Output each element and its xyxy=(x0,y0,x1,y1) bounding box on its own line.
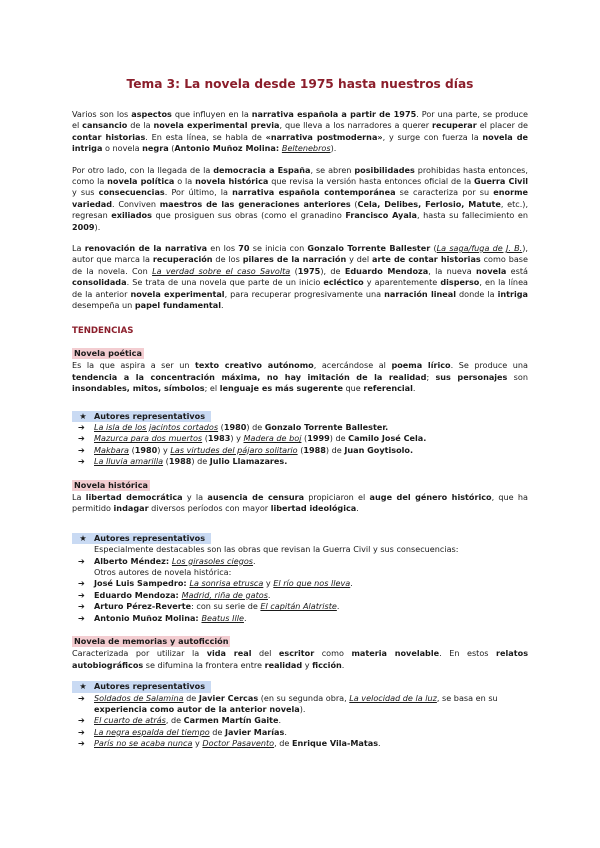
emphasis: 1975 xyxy=(297,265,321,276)
authors-label: Autores representativos xyxy=(94,410,206,421)
emphasis: novela xyxy=(476,265,507,276)
emphasis: Guerra Civil xyxy=(474,176,529,187)
emphasis: Gonzalo Torrente Ballester xyxy=(307,243,431,254)
authors-banner-poetica xyxy=(72,411,211,422)
emphasis: libertad democrática xyxy=(85,491,183,502)
historica-note-guerra-civil: Especialmente destacables son las obras que revisan la Guerra Civil y sus consecuencias: xyxy=(94,544,459,555)
arrow-icon: ➔ xyxy=(78,578,85,589)
work-title: El capitán Alatriste xyxy=(260,601,337,612)
emphasis: recuperar xyxy=(431,120,477,131)
emphasis: ecléctico xyxy=(323,277,364,288)
work-title: Beatus Ille xyxy=(201,612,244,623)
emphasis: experiencia como autor de la anterior novela xyxy=(94,704,300,715)
emphasis: realidad xyxy=(264,659,303,670)
arrow-icon: ➔ xyxy=(78,433,85,444)
arrow-icon: ➔ xyxy=(78,444,85,455)
emphasis: poema lírico xyxy=(391,360,451,371)
emphasis: posibilidades xyxy=(354,164,415,175)
work-title: Mazurca para dos muertos xyxy=(94,433,203,444)
work-title: La lluvia amarilla xyxy=(94,456,164,467)
list-item: ➔ Antonio Muñoz Molina: Beatus Ille. xyxy=(78,612,247,623)
emphasis: cansancio xyxy=(82,120,128,131)
emphasis: Julio Llamazares. xyxy=(209,456,288,467)
emphasis: escritor xyxy=(278,648,315,659)
historica-note-otros: Otros autores de novela histórica: xyxy=(94,567,232,577)
emphasis: renovación de la narrativa xyxy=(84,243,208,254)
arrow-icon: ➔ xyxy=(78,726,85,737)
authors-label: Autores representativos xyxy=(94,681,206,692)
arrow-icon: ➔ xyxy=(78,692,85,703)
emphasis: papel fundamental xyxy=(134,300,222,311)
emphasis: consolidada xyxy=(72,277,127,288)
emphasis: materia novelable xyxy=(351,648,440,659)
arrow-icon: ➔ xyxy=(78,456,85,467)
work-title: Los girasoles ciegos xyxy=(171,555,254,566)
authors-banner-memorias xyxy=(72,681,211,692)
list-item: ➔ Arturo Pérez-Reverte: con su serie de El capitán Alatriste. xyxy=(78,601,340,612)
arrow-icon: ➔ xyxy=(78,601,85,612)
work-title: Beltenebros xyxy=(281,143,331,154)
emphasis: 70 xyxy=(238,243,250,254)
emphasis: consecuencias xyxy=(98,187,165,198)
emphasis: narrativa española a partir de 1975 xyxy=(251,109,417,119)
historica-description: La libertad democrática y la ausencia de censura propiciaron el auge del género histórico, que ha permitido indagar diversos períodos con mayor libertad ideológica. xyxy=(72,491,529,514)
emphasis: relatos autobiográficos xyxy=(72,648,529,670)
subheading-novela-poetica: Novela poética xyxy=(74,347,142,358)
emphasis: tendencia a la concentración máxima, no hay imitación de la realidad xyxy=(72,371,427,382)
emphasis: texto creativo autónomo xyxy=(195,360,314,371)
intro-paragraph-3: La renovación de la narrativa en los 70 se inicia con Gonzalo Torrente Ballester (La saga/fuga de J. B.), autor que marca la recuperación de los pilares de la narración y del arte de contar historias como base de la novela. Con La verdad sobre el caso Savolta (1975), de Eduardo Mendoza, la nueva novela está consolidada. Se trata de una novela que parte de un inicio ecléctico y aparentemente disperso, en la línea de la anterior novela experimental, para recuperar progresivamente una narración lineal donde la intriga desempeña un papel fundamental. xyxy=(72,243,529,311)
emphasis: disperso xyxy=(440,277,480,288)
emphasis: Antonio Muñoz Molina: xyxy=(174,143,282,154)
emphasis: 1980 xyxy=(134,444,158,455)
emphasis: contar historias xyxy=(72,131,146,142)
emphasis: Francisco Ayala xyxy=(345,210,418,221)
emphasis: recuperación xyxy=(152,254,213,265)
star-icon: ★ xyxy=(79,681,87,692)
list-item: ➔ Mazurca para dos muertos (1983) y Madera de boj (1999) de Camilo José Cela. xyxy=(78,433,427,444)
emphasis: Eduardo Mendoza: xyxy=(94,589,182,600)
emphasis: indagar xyxy=(113,503,149,514)
arrow-icon: ➔ xyxy=(78,738,85,749)
work-title: Makbara xyxy=(94,444,130,455)
emphasis: Arturo Pérez-Reverte xyxy=(94,601,192,612)
subheading-novela-memorias: Novela de memorias y autoficción xyxy=(74,636,229,647)
arrow-icon: ➔ xyxy=(78,715,85,726)
emphasis: lenguaje es más sugerente xyxy=(219,383,343,394)
emphasis: novela política xyxy=(107,176,175,187)
authors-label: Autores representativos xyxy=(94,532,206,543)
emphasis: novela de intriga xyxy=(72,131,529,154)
list-item: ➔ La lluvia amarilla (1988) de Julio Llamazares. xyxy=(78,456,288,467)
emphasis: 1983 xyxy=(207,433,231,444)
emphasis: Alberto Méndez: xyxy=(94,555,172,566)
emphasis: negra xyxy=(142,143,169,154)
emphasis: narración lineal xyxy=(384,288,456,299)
emphasis: enorme variedad xyxy=(72,187,528,209)
emphasis: novela histórica xyxy=(195,176,269,187)
poetica-author-list xyxy=(72,422,528,468)
emphasis: auge del género histórico xyxy=(369,491,492,502)
work-title: La saga/fuga de J. B. xyxy=(436,243,523,254)
emphasis: Eduardo Mendoza xyxy=(344,265,429,276)
emphasis: intriga xyxy=(497,288,528,299)
emphasis: 2009 xyxy=(72,221,95,232)
work-title: La isla de los jacintos cortados xyxy=(94,421,219,432)
list-item: ➔ Soldados de Salamina de Javier Cercas (en su segunda obra, La velocidad de la luz, se basa en su experiencia como autor de la anterior novela). xyxy=(78,692,498,715)
work-title: La velocidad de la luz xyxy=(349,692,437,703)
work-title: El río que nos lleva xyxy=(273,578,351,589)
emphasis: 1980 xyxy=(223,421,247,432)
emphasis: ausencia de censura xyxy=(207,491,305,502)
star-icon: ★ xyxy=(79,410,87,421)
emphasis: 1988 xyxy=(168,456,192,467)
list-item: ➔ El cuarto de atrás, de Carmen Martín Gaite. xyxy=(78,715,282,726)
emphasis: ficción xyxy=(312,659,342,670)
emphasis: democracia a España xyxy=(213,164,311,175)
emphasis: «narrativa postmoderna» xyxy=(265,131,383,142)
list-item: ➔ La negra espalda del tiempo de Javier Marías. xyxy=(78,726,287,737)
emphasis: exiliados xyxy=(111,210,152,221)
emphasis: pilares de la narración xyxy=(242,254,347,265)
work-title: Doctor Pasavento xyxy=(202,738,275,749)
intro-paragraph-1: Varios son los aspectos que influyen en la narrativa española a partir de 1975. Por una parte, se produce el cansancio de la novela experimental previa, que lleva a los narradores a querer recuperar el placer de contar historias. En esta línea, se habla de «narrativa postmoderna», y surge con fuerza la novela de intriga o novela negra (Antonio Muñoz Molina: Beltenebros). xyxy=(72,109,529,154)
emphasis: referencial xyxy=(363,383,413,394)
work-title: Soldados de Salamina xyxy=(94,692,184,703)
list-item: ➔ La isla de los jacintos cortados (1980) de Gonzalo Torrente Ballester. xyxy=(78,421,389,432)
memorias-author-list xyxy=(72,693,528,750)
subheading-novela-historica: Novela histórica xyxy=(74,479,148,490)
work-title: La negra espalda del tiempo xyxy=(94,726,210,737)
historica-list-2 xyxy=(72,578,528,624)
emphasis: Enrique Vila-Matas xyxy=(291,738,379,749)
list-item: ➔ Eduardo Mendoza: Madrid, riña de gatos. xyxy=(78,589,271,600)
emphasis: Cela, Delibes, Ferlosio, Matute xyxy=(357,198,501,209)
document-title: Tema 3: La novela desde 1975 hasta nuestros días xyxy=(126,77,474,91)
historica-list-1 xyxy=(72,556,528,567)
list-item: ➔ París no se acaba nunca y Doctor Pasavento, de Enrique Vila-Matas. xyxy=(78,738,381,749)
arrow-icon: ➔ xyxy=(78,421,85,432)
emphasis: Javier Cercas xyxy=(198,692,259,703)
emphasis: Gonzalo Torrente Ballester. xyxy=(264,421,389,432)
work-title: El cuarto de atrás xyxy=(94,715,166,726)
section-heading-tendencias: TENDENCIAS xyxy=(72,325,134,336)
work-title: La sonrisa etrusca xyxy=(189,578,264,589)
emphasis: 1999 xyxy=(307,433,330,444)
emphasis: Carmen Martín Gaite xyxy=(183,715,279,726)
work-title: Las virtudes del pájaro solitario xyxy=(170,444,298,455)
poetica-description: Es la que aspira a ser un texto creativo autónomo, acercándose al poema lírico. Se produce una tendencia a la concentración máxima, no hay imitación de la realidad; sus personajes son insondables, mitos, símbolos; el lenguaje es más sugerente que referencial. xyxy=(72,360,529,394)
authors-banner-historica xyxy=(72,533,211,544)
emphasis: novela experimental previa xyxy=(153,120,280,131)
emphasis: Javier Marías xyxy=(224,726,285,737)
list-item: ➔ José Luis Sampedro: La sonrisa etrusca y El río que nos lleva. xyxy=(78,578,353,589)
arrow-icon: ➔ xyxy=(78,612,85,623)
emphasis: maestros de las generaciones anteriores xyxy=(159,198,351,209)
work-title: Madera de boj xyxy=(243,433,302,444)
emphasis: Juan Goytisolo. xyxy=(344,444,414,455)
arrow-icon: ➔ xyxy=(78,555,85,566)
emphasis: vida real xyxy=(206,648,252,659)
star-icon: ★ xyxy=(79,532,87,543)
list-item: ➔ Makbara (1980) y Las virtudes del pájaro solitario (1988) de Juan Goytisolo. xyxy=(78,444,414,455)
arrow-icon: ➔ xyxy=(78,589,85,600)
memorias-description: Caracterizada por utilizar la vida real del escritor como materia novelable. En estos relatos autobiográficos se difumina la frontera entre realidad y ficción. xyxy=(72,648,529,670)
work-title: La verdad sobre el caso Savolta xyxy=(152,265,291,276)
emphasis: José Luis Sampedro: xyxy=(94,578,190,589)
emphasis: novela experimental xyxy=(130,288,225,299)
emphasis: Camilo José Cela. xyxy=(348,433,427,444)
emphasis: 1988 xyxy=(303,444,326,455)
emphasis: Antonio Muñoz Molina: xyxy=(94,612,202,623)
emphasis: narrativa española contemporánea xyxy=(232,187,396,198)
emphasis: arte de contar historias xyxy=(372,254,481,265)
emphasis: aspectos xyxy=(131,109,172,119)
list-item: ➔ Alberto Méndez: Los girasoles ciegos. xyxy=(78,555,256,566)
work-title: Madrid, riña de gatos xyxy=(181,589,268,600)
emphasis: sus personajes xyxy=(435,371,508,382)
emphasis: libertad ideológica xyxy=(270,503,357,514)
emphasis: insondables, mitos, símbolos xyxy=(72,383,205,394)
intro-paragraph-2: Por otro lado, con la llegada de la democracia a España, se abren posibilidades prohibidas hasta entonces, como la novela política o la novela histórica que revisa la versión hasta entonces oficial de la Guerra Civil y sus consecuencias. Por último, la narrativa española contemporánea se caracteriza por su enorme variedad. Conviven maestros de las generaciones anteriores (Cela, Delibes, Ferlosio, Matute, etc.), regresan exiliados que prosiguen sus obras (como el granadino Francisco Ayala, hasta su fallecimiento en 2009). xyxy=(72,164,529,232)
work-title: París no se acaba nunca xyxy=(94,738,193,749)
